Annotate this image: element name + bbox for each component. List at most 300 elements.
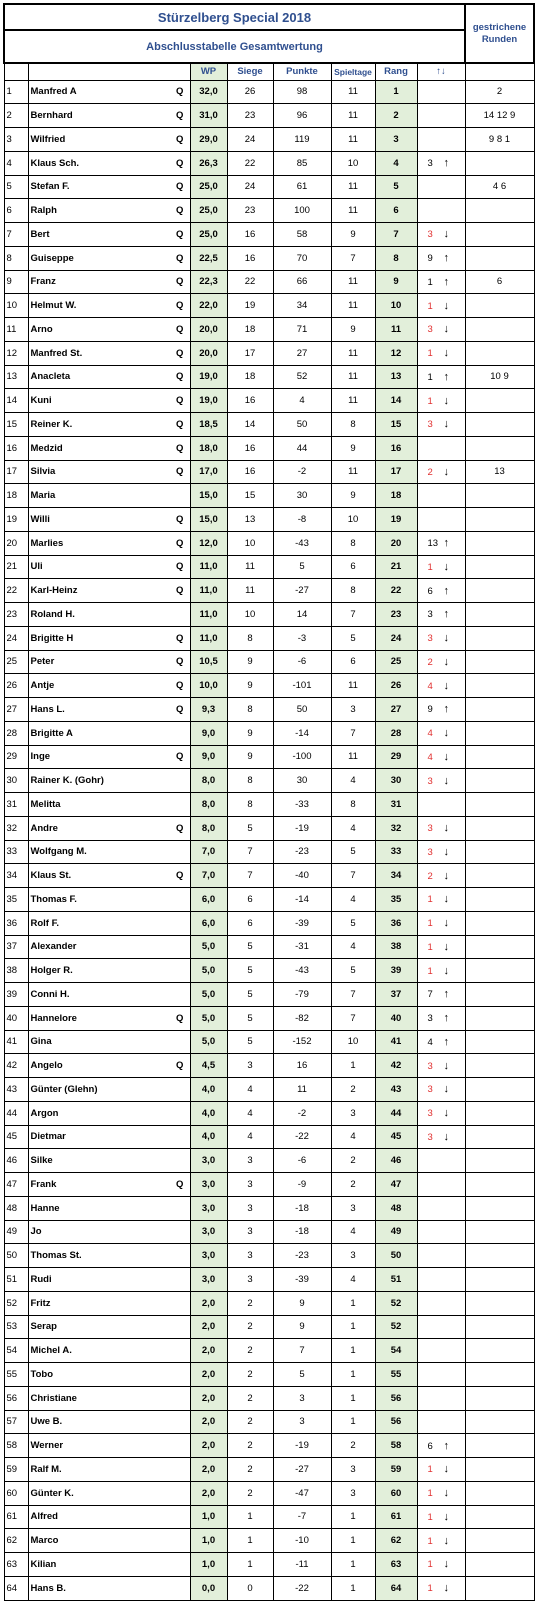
qualifier-mark bbox=[170, 1220, 190, 1244]
trend-cell bbox=[417, 769, 465, 793]
trend-cell bbox=[417, 294, 465, 318]
siege-value: 3 bbox=[227, 1220, 273, 1244]
siege-value: 1 bbox=[227, 1505, 273, 1529]
rang-value: 1 bbox=[375, 80, 417, 104]
qualifier-mark bbox=[170, 484, 190, 508]
player-name: Hanne bbox=[28, 1196, 170, 1220]
table-row bbox=[4, 793, 534, 817]
row-number: 34 bbox=[4, 864, 28, 888]
player-name: Frank bbox=[28, 1173, 170, 1197]
arrow-down-icon: ↓ bbox=[443, 750, 449, 763]
player-name: Manfred A bbox=[28, 80, 170, 104]
trend-value: 3 bbox=[427, 1060, 433, 1072]
arrow-down-icon: ↓ bbox=[443, 727, 449, 740]
trend-cell bbox=[417, 1481, 465, 1505]
arrow-up-icon: ↑ bbox=[443, 252, 449, 265]
punkte-value: -8 bbox=[273, 508, 331, 532]
punkte-value: 50 bbox=[273, 698, 331, 722]
gestrichene-runden-value bbox=[465, 1553, 534, 1577]
trend-cell bbox=[417, 1268, 465, 1292]
punkte-value: -3 bbox=[273, 626, 331, 650]
trend-value: 3 bbox=[427, 158, 433, 170]
punkte-value: 70 bbox=[273, 246, 331, 270]
table-row bbox=[4, 745, 534, 769]
punkte-value: -19 bbox=[273, 816, 331, 840]
table-row bbox=[4, 1078, 534, 1102]
trend-cell bbox=[417, 1006, 465, 1030]
punkte-value: -39 bbox=[273, 911, 331, 935]
punkte-value: -14 bbox=[273, 721, 331, 745]
trend-cell bbox=[417, 318, 465, 342]
trend-cell bbox=[417, 389, 465, 413]
row-number: 16 bbox=[4, 436, 28, 460]
table-row bbox=[4, 840, 534, 864]
wp-value: 20,0 bbox=[190, 318, 227, 342]
table-row bbox=[4, 959, 534, 983]
table-row bbox=[4, 365, 534, 389]
wp-value: 2,0 bbox=[190, 1481, 227, 1505]
spieltage-value: 3 bbox=[331, 1481, 375, 1505]
spieltage-value: 3 bbox=[331, 1101, 375, 1125]
punkte-value: -23 bbox=[273, 840, 331, 864]
trend-cell bbox=[417, 1244, 465, 1268]
punkte-value: 9 bbox=[273, 1291, 331, 1315]
col-header-nr bbox=[4, 63, 28, 80]
punkte-value: -82 bbox=[273, 1006, 331, 1030]
siege-value: 8 bbox=[227, 793, 273, 817]
wp-value: 6,0 bbox=[190, 888, 227, 912]
row-number: 6 bbox=[4, 199, 28, 223]
qualifier-mark: Q bbox=[170, 389, 190, 413]
table-row bbox=[4, 1268, 534, 1292]
spieltage-value: 6 bbox=[331, 650, 375, 674]
player-name: Ralf M. bbox=[28, 1458, 170, 1482]
wp-value: 10,0 bbox=[190, 674, 227, 698]
player-name: Thomas St. bbox=[28, 1244, 170, 1268]
siege-value: 15 bbox=[227, 484, 273, 508]
wp-value: 9,0 bbox=[190, 745, 227, 769]
gestrichene-runden-value: 14 12 9 bbox=[465, 104, 534, 128]
qualifier-mark: Q bbox=[170, 745, 190, 769]
siege-value: 24 bbox=[227, 175, 273, 199]
arrow-down-icon: ↓ bbox=[443, 917, 449, 930]
trend-value: 3 bbox=[427, 1108, 433, 1120]
spieltage-value: 2 bbox=[331, 1173, 375, 1197]
rang-value: 26 bbox=[375, 674, 417, 698]
punkte-value: -43 bbox=[273, 531, 331, 555]
gestrichene-runden-value bbox=[465, 294, 534, 318]
rang-value: 23 bbox=[375, 603, 417, 627]
gestrichene-runden-value bbox=[465, 1125, 534, 1149]
punkte-value: 61 bbox=[273, 175, 331, 199]
row-number: 61 bbox=[4, 1505, 28, 1529]
row-number: 57 bbox=[4, 1410, 28, 1434]
player-name: Guiseppe bbox=[28, 246, 170, 270]
punkte-value: 9 bbox=[273, 1315, 331, 1339]
arrow-down-icon: ↓ bbox=[443, 1487, 449, 1500]
rang-value: 49 bbox=[375, 1220, 417, 1244]
wp-value: 4,0 bbox=[190, 1125, 227, 1149]
table-row bbox=[4, 223, 534, 247]
trend-cell bbox=[417, 1363, 465, 1387]
spieltage-value: 1 bbox=[331, 1315, 375, 1339]
arrow-up-icon: ↑ bbox=[443, 608, 449, 621]
punkte-value: 3 bbox=[273, 1410, 331, 1434]
wp-value: 2,0 bbox=[190, 1410, 227, 1434]
rang-value: 35 bbox=[375, 888, 417, 912]
rang-value: 30 bbox=[375, 769, 417, 793]
punkte-value: 30 bbox=[273, 769, 331, 793]
gestrichene-runden-value bbox=[465, 864, 534, 888]
player-name: Helmut W. bbox=[28, 294, 170, 318]
trend-value: 3 bbox=[427, 633, 433, 645]
spieltage-value: 4 bbox=[331, 935, 375, 959]
table-row bbox=[4, 1553, 534, 1577]
player-name: Uli bbox=[28, 555, 170, 579]
player-name: Maria bbox=[28, 484, 170, 508]
rang-value: 56 bbox=[375, 1410, 417, 1434]
punkte-value: 71 bbox=[273, 318, 331, 342]
qualifier-mark bbox=[170, 888, 190, 912]
row-number: 7 bbox=[4, 223, 28, 247]
qualifier-mark bbox=[170, 935, 190, 959]
player-name: Antje bbox=[28, 674, 170, 698]
trend-value: 9 bbox=[427, 704, 433, 716]
table-row bbox=[4, 1315, 534, 1339]
rang-value: 28 bbox=[375, 721, 417, 745]
spieltage-value: 2 bbox=[331, 1434, 375, 1458]
trend-cell bbox=[417, 555, 465, 579]
trend-cell bbox=[417, 341, 465, 365]
qualifier-mark bbox=[170, 1458, 190, 1482]
wp-value: 7,0 bbox=[190, 864, 227, 888]
spieltage-value: 9 bbox=[331, 318, 375, 342]
qualifier-mark: Q bbox=[170, 80, 190, 104]
qualifier-mark: Q bbox=[170, 436, 190, 460]
gestrichene-runden-value: 9 8 1 bbox=[465, 128, 534, 152]
player-name: Günter (Glehn) bbox=[28, 1078, 170, 1102]
table-row bbox=[4, 413, 534, 437]
player-name: Silke bbox=[28, 1149, 170, 1173]
trend-value: 7 bbox=[427, 989, 433, 1001]
table-row bbox=[4, 1291, 534, 1315]
siege-value: 5 bbox=[227, 983, 273, 1007]
spieltage-value: 2 bbox=[331, 1078, 375, 1102]
trend-value: 3 bbox=[427, 324, 433, 336]
punkte-value: 100 bbox=[273, 199, 331, 223]
table-row bbox=[4, 1481, 534, 1505]
qualifier-mark bbox=[170, 1268, 190, 1292]
qualifier-mark: Q bbox=[170, 626, 190, 650]
siege-value: 6 bbox=[227, 911, 273, 935]
trend-cell bbox=[417, 579, 465, 603]
gestrichene-runden-value bbox=[465, 199, 534, 223]
arrow-up-icon: ↑ bbox=[443, 275, 449, 288]
player-name: Wolfgang M. bbox=[28, 840, 170, 864]
wp-value: 2,0 bbox=[190, 1434, 227, 1458]
trend-cell bbox=[417, 531, 465, 555]
gestrichene-runden-value bbox=[465, 579, 534, 603]
wp-value: 9,0 bbox=[190, 721, 227, 745]
gestrichene-runden-value bbox=[465, 674, 534, 698]
gestrichene-runden-value bbox=[465, 603, 534, 627]
spieltage-value: 11 bbox=[331, 365, 375, 389]
table-row bbox=[4, 460, 534, 484]
column-header-row bbox=[4, 63, 534, 80]
wp-value: 4,0 bbox=[190, 1078, 227, 1102]
wp-value: 3,0 bbox=[190, 1220, 227, 1244]
punkte-value: -27 bbox=[273, 1458, 331, 1482]
trend-value: 3 bbox=[427, 229, 433, 241]
player-name: Dietmar bbox=[28, 1125, 170, 1149]
spieltage-value: 11 bbox=[331, 745, 375, 769]
spieltage-value: 5 bbox=[331, 626, 375, 650]
gestrichene-runden-value bbox=[465, 1576, 534, 1600]
rang-value: 17 bbox=[375, 460, 417, 484]
siege-value: 3 bbox=[227, 1054, 273, 1078]
trend-cell bbox=[417, 888, 465, 912]
rang-value: 44 bbox=[375, 1101, 417, 1125]
trend-cell bbox=[417, 674, 465, 698]
player-name: Peter bbox=[28, 650, 170, 674]
wp-value: 15,0 bbox=[190, 484, 227, 508]
rang-value: 51 bbox=[375, 1268, 417, 1292]
qualifier-mark bbox=[170, 1386, 190, 1410]
trend-cell bbox=[417, 223, 465, 247]
wp-value: 2,0 bbox=[190, 1386, 227, 1410]
table-row bbox=[4, 531, 534, 555]
qualifier-mark bbox=[170, 1363, 190, 1387]
trend-cell bbox=[417, 246, 465, 270]
wp-value: 31,0 bbox=[190, 104, 227, 128]
qualifier-mark bbox=[170, 1434, 190, 1458]
rang-value: 12 bbox=[375, 341, 417, 365]
qualifier-mark: Q bbox=[170, 341, 190, 365]
trend-cell bbox=[417, 1101, 465, 1125]
arrow-down-icon: ↓ bbox=[443, 1534, 449, 1547]
siege-value: 7 bbox=[227, 840, 273, 864]
wp-value: 22,0 bbox=[190, 294, 227, 318]
punkte-value: 30 bbox=[273, 484, 331, 508]
player-name: Melitta bbox=[28, 793, 170, 817]
siege-value: 22 bbox=[227, 270, 273, 294]
row-number: 63 bbox=[4, 1553, 28, 1577]
rang-value: 22 bbox=[375, 579, 417, 603]
wp-value: 19,0 bbox=[190, 365, 227, 389]
player-name: Hans B. bbox=[28, 1576, 170, 1600]
row-number: 42 bbox=[4, 1054, 28, 1078]
siege-value: 10 bbox=[227, 603, 273, 627]
table-row bbox=[4, 911, 534, 935]
siege-value: 9 bbox=[227, 721, 273, 745]
gestrichene-runden-value bbox=[465, 1101, 534, 1125]
rang-value: 29 bbox=[375, 745, 417, 769]
trend-value: 3 bbox=[427, 1084, 433, 1096]
trend-value: 2 bbox=[427, 870, 433, 882]
row-number: 41 bbox=[4, 1030, 28, 1054]
row-number: 36 bbox=[4, 911, 28, 935]
row-number: 28 bbox=[4, 721, 28, 745]
table-row bbox=[4, 983, 534, 1007]
player-name: Kuni bbox=[28, 389, 170, 413]
wp-value: 5,0 bbox=[190, 1006, 227, 1030]
player-name: Klaus Sch. bbox=[28, 151, 170, 175]
spieltage-value: 11 bbox=[331, 270, 375, 294]
table-row bbox=[4, 888, 534, 912]
wp-value: 2,0 bbox=[190, 1339, 227, 1363]
arrow-down-icon: ↓ bbox=[443, 465, 449, 478]
qualifier-mark: Q bbox=[170, 650, 190, 674]
arrow-down-icon: ↓ bbox=[443, 1510, 449, 1523]
spieltage-value: 3 bbox=[331, 1196, 375, 1220]
qualifier-mark bbox=[170, 911, 190, 935]
player-name: Günter K. bbox=[28, 1481, 170, 1505]
row-number: 13 bbox=[4, 365, 28, 389]
rang-value: 63 bbox=[375, 1553, 417, 1577]
siege-value: 16 bbox=[227, 389, 273, 413]
punkte-value: -9 bbox=[273, 1173, 331, 1197]
trend-cell bbox=[417, 128, 465, 152]
spieltage-value: 8 bbox=[331, 413, 375, 437]
trend-cell bbox=[417, 1173, 465, 1197]
row-number: 50 bbox=[4, 1244, 28, 1268]
qualifier-mark bbox=[170, 1244, 190, 1268]
punkte-value: -10 bbox=[273, 1529, 331, 1553]
arrow-up-icon: ↑ bbox=[443, 1035, 449, 1048]
qualifier-mark: Q bbox=[170, 816, 190, 840]
col-header-spieltage: Spieltage bbox=[331, 63, 375, 80]
siege-value: 16 bbox=[227, 223, 273, 247]
trend-cell bbox=[417, 1315, 465, 1339]
table-row bbox=[4, 151, 534, 175]
player-name: Brigitte H bbox=[28, 626, 170, 650]
trend-value: 4 bbox=[427, 751, 433, 763]
player-name: Fritz bbox=[28, 1291, 170, 1315]
punkte-value: 16 bbox=[273, 1054, 331, 1078]
punkte-value: 44 bbox=[273, 436, 331, 460]
table-row bbox=[4, 721, 534, 745]
rang-value: 7 bbox=[375, 223, 417, 247]
row-number: 21 bbox=[4, 555, 28, 579]
trend-value: 1 bbox=[427, 1559, 433, 1571]
arrow-down-icon: ↓ bbox=[443, 632, 449, 645]
player-name: Bernhard bbox=[28, 104, 170, 128]
gestrichene-runden-value bbox=[465, 1220, 534, 1244]
gestrichene-runden-value bbox=[465, 1244, 534, 1268]
qualifier-mark: Q bbox=[170, 104, 190, 128]
trend-value: 6 bbox=[427, 585, 433, 597]
spieltage-value: 3 bbox=[331, 1244, 375, 1268]
siege-value: 14 bbox=[227, 413, 273, 437]
table-row bbox=[4, 436, 534, 460]
wp-value: 19,0 bbox=[190, 389, 227, 413]
trend-cell bbox=[417, 175, 465, 199]
wp-value: 15,0 bbox=[190, 508, 227, 532]
gestrichene-runden-value bbox=[465, 436, 534, 460]
siege-value: 4 bbox=[227, 1125, 273, 1149]
rang-value: 48 bbox=[375, 1196, 417, 1220]
trend-cell bbox=[417, 1220, 465, 1244]
gestrichene-runden-value bbox=[465, 223, 534, 247]
wp-value: 2,0 bbox=[190, 1458, 227, 1482]
standings-sheet bbox=[3, 3, 535, 1601]
siege-value: 16 bbox=[227, 436, 273, 460]
qualifier-mark: Q bbox=[170, 128, 190, 152]
punkte-value: -79 bbox=[273, 983, 331, 1007]
siege-value: 18 bbox=[227, 365, 273, 389]
spieltage-value: 1 bbox=[331, 1339, 375, 1363]
trend-cell bbox=[417, 840, 465, 864]
col-header-punkte: Punkte bbox=[273, 63, 331, 80]
gestrichene-runden-value bbox=[465, 840, 534, 864]
gestrichene-runden-value bbox=[465, 650, 534, 674]
trend-value: 3 bbox=[427, 823, 433, 835]
spieltage-value: 11 bbox=[331, 341, 375, 365]
arrow-up-icon: ↑ bbox=[443, 584, 449, 597]
spieltage-value: 1 bbox=[331, 1386, 375, 1410]
rang-value: 42 bbox=[375, 1054, 417, 1078]
rang-value: 16 bbox=[375, 436, 417, 460]
qualifier-mark: Q bbox=[170, 531, 190, 555]
trend-cell bbox=[417, 413, 465, 437]
qualifier-mark: Q bbox=[170, 175, 190, 199]
col-header-siege: Siege bbox=[227, 63, 273, 80]
trend-cell bbox=[417, 864, 465, 888]
row-number: 43 bbox=[4, 1078, 28, 1102]
player-name: Alexander bbox=[28, 935, 170, 959]
rang-value: 15 bbox=[375, 413, 417, 437]
wp-value: 29,0 bbox=[190, 128, 227, 152]
punkte-value: -19 bbox=[273, 1434, 331, 1458]
rang-value: 11 bbox=[375, 318, 417, 342]
table-row bbox=[4, 104, 534, 128]
siege-value: 4 bbox=[227, 1078, 273, 1102]
row-number: 51 bbox=[4, 1268, 28, 1292]
punkte-value: 7 bbox=[273, 1339, 331, 1363]
wp-value: 10,5 bbox=[190, 650, 227, 674]
row-number: 14 bbox=[4, 389, 28, 413]
table-row bbox=[4, 555, 534, 579]
trend-value: 1 bbox=[427, 371, 433, 383]
punkte-value: 58 bbox=[273, 223, 331, 247]
spieltage-value: 10 bbox=[331, 508, 375, 532]
rang-value: 18 bbox=[375, 484, 417, 508]
wp-value: 8,0 bbox=[190, 769, 227, 793]
rang-value: 14 bbox=[375, 389, 417, 413]
punkte-value: 66 bbox=[273, 270, 331, 294]
siege-value: 11 bbox=[227, 555, 273, 579]
gestrichene-runden-value bbox=[465, 389, 534, 413]
trend-cell bbox=[417, 959, 465, 983]
gestrichene-runden-value bbox=[465, 1315, 534, 1339]
trend-cell bbox=[417, 1553, 465, 1577]
row-number: 52 bbox=[4, 1291, 28, 1315]
siege-value: 9 bbox=[227, 650, 273, 674]
qualifier-mark: Q bbox=[170, 460, 190, 484]
row-number: 40 bbox=[4, 1006, 28, 1030]
table-row bbox=[4, 1196, 534, 1220]
spieltage-value: 11 bbox=[331, 674, 375, 698]
trend-value: 4 bbox=[427, 728, 433, 740]
trend-cell bbox=[417, 1078, 465, 1102]
wp-value: 1,0 bbox=[190, 1505, 227, 1529]
wp-value: 8,0 bbox=[190, 793, 227, 817]
trend-cell bbox=[417, 983, 465, 1007]
wp-value: 22,5 bbox=[190, 246, 227, 270]
trend-cell bbox=[417, 650, 465, 674]
player-name: Hans L. bbox=[28, 698, 170, 722]
siege-value: 5 bbox=[227, 1006, 273, 1030]
